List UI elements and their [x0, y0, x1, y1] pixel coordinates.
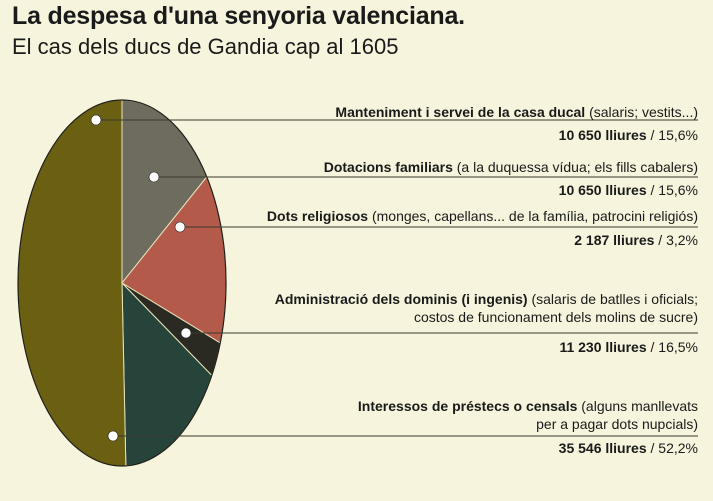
slice-value-4-amount: 11 230 lliures: [559, 339, 647, 355]
leader-dot-2: [149, 172, 159, 182]
slice-value-4: [559, 339, 698, 355]
slice-value-5-percent: / 52,2%: [646, 440, 698, 456]
slice-label-2-detail: (a la duquessa vídua; els fills cabalers): [456, 159, 698, 175]
slice-label-5-detail-1: (alguns manllevats: [581, 398, 698, 414]
slice-value-1-amount: 10 650 lliures: [558, 127, 647, 143]
slice-value-3-amount: 2 187 lliures: [574, 232, 655, 248]
slice-label-1: [335, 103, 698, 121]
slice-value-5: [559, 440, 698, 456]
slice-value-3: [574, 232, 698, 248]
slice-value-2: [559, 182, 698, 198]
leader-dot-1: [91, 115, 101, 125]
slice-value-2-amount: 10 650 lliures: [558, 182, 647, 198]
slice-label-4-detail-2: costos de funcionament dels molins de sucre): [413, 309, 698, 325]
slice-label-2: [324, 158, 698, 176]
slice-label-1-detail: (salaris; vestits...): [589, 104, 698, 120]
chart-title: La despesa d'una senyoria valenciana.: [12, 2, 465, 30]
slice-label-5-main: Interessos de préstecs o censals: [357, 398, 578, 414]
pie-slice-5: [18, 100, 126, 466]
leader-dot-4: [181, 328, 191, 338]
chart-subtitle: El cas dels ducs de Gandia cap al 1605: [12, 34, 399, 59]
slice-value-4-percent: / 16,5%: [646, 339, 698, 355]
slice-value-2-percent: / 15,6%: [646, 182, 698, 198]
slice-label-3-detail: (monges, capellans... de la família, patrocini religiós): [371, 208, 698, 224]
slice-label-4-detail-1: (salaris de batlles i oficials;: [531, 291, 698, 307]
slice-label-3: [267, 207, 698, 225]
slice-label-1-main: Manteniment i servei de la casa ducal: [335, 104, 586, 120]
slice-value-1: [559, 127, 698, 143]
slice-value-1-percent: / 15,6%: [646, 127, 698, 143]
slice-value-3-percent: / 3,2%: [654, 232, 698, 248]
slice-label-4: [275, 290, 698, 326]
leader-dot-5: [108, 431, 118, 441]
slice-label-5: [358, 397, 698, 433]
leader-dot-3: [175, 222, 185, 232]
slice-value-5-amount: 35 546 lliures: [558, 440, 647, 456]
slice-label-4-main: Administració dels dominis (i ingenis): [274, 291, 528, 307]
slice-label-5-detail-2: per a pagar dots nupcials): [536, 416, 698, 432]
slice-label-3-main: Dots religiosos: [266, 208, 369, 224]
slice-label-2-main: Dotacions familiars: [323, 159, 453, 175]
